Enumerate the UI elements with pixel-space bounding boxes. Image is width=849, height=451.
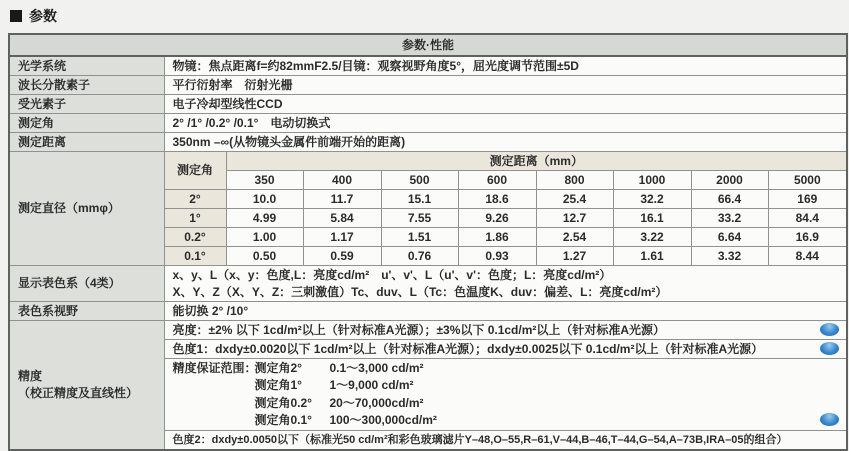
- diameter-value: 6.64: [691, 228, 768, 247]
- diameter-value: 1.61: [613, 247, 691, 266]
- diameter-value: 10.0: [226, 190, 303, 209]
- diameter-value: 33.2: [691, 209, 768, 228]
- diameter-header-row-1: [9, 152, 847, 171]
- blue-dot-icon: [820, 413, 839, 426]
- row-label: 表色系视野: [9, 302, 164, 321]
- diameter-value: 1.17: [303, 228, 381, 247]
- diameter-value: 7.55: [381, 209, 458, 228]
- diameter-value: 12.7: [536, 209, 613, 228]
- guarantee-range-value: 20～70,000cd/m²: [329, 395, 424, 410]
- diameter-value: 3.22: [613, 228, 691, 247]
- row-measuring-angle: [9, 114, 847, 133]
- row-measuring-distance: [9, 133, 847, 152]
- diameter-value: 25.4: [536, 190, 613, 209]
- guarantee-row: [255, 360, 437, 378]
- diameter-value: 169: [768, 190, 847, 209]
- chroma2-accuracy-value: 色度2：dxdy±0.0050以下（标准光50 cd/m²和彩色玻璃滤片Y–48,O–55,R–61,V–44,B–46,T–44,G–54,A–73B,IRA–05的组合）: [164, 431, 847, 451]
- distance-col-header: 500: [381, 171, 458, 190]
- row-field-of-view: [9, 302, 847, 321]
- angle-cell: 1°: [164, 209, 226, 228]
- diameter-value: 16.1: [613, 209, 691, 228]
- guarantee-range: [173, 360, 847, 430]
- row-accuracy-luminance: [9, 321, 847, 340]
- diameter-corner-header: 测定角: [164, 152, 226, 190]
- table-title: 参数·性能: [9, 34, 847, 56]
- distance-col-header: 800: [536, 171, 613, 190]
- row-color-system: [9, 266, 847, 302]
- diameter-value: 0.50: [226, 247, 303, 266]
- guarantee-angle: 测定角0.1°: [254, 413, 312, 427]
- diameter-value: 16.9: [768, 228, 847, 247]
- diameter-value: 66.4: [691, 190, 768, 209]
- table-title-row: [9, 34, 847, 56]
- diameter-label: 测定直径（mmφ）: [9, 152, 164, 266]
- guarantee-range-value: 100～300,000cd/m²: [329, 413, 437, 427]
- spec-table: [8, 33, 848, 451]
- row-light-receiving-element: [9, 95, 847, 114]
- diameter-value: 8.44: [768, 247, 847, 266]
- diameter-value: 0.59: [303, 247, 381, 266]
- accuracy-label-line-2: （校正精度及直线性）: [18, 386, 139, 400]
- chroma1-accuracy-value: [164, 340, 847, 359]
- distance-col-header: 1000: [613, 171, 691, 190]
- row-label: 显示表色系（4类）: [9, 266, 164, 302]
- guarantee-rows: [255, 360, 437, 430]
- row-value: [164, 266, 847, 302]
- distance-col-header: 600: [458, 171, 536, 190]
- guarantee-row: [255, 412, 437, 430]
- angle-cell: 0.2°: [164, 228, 226, 247]
- distance-col-header: 350: [226, 171, 303, 190]
- guarantee-angle: 测定角1°: [254, 378, 302, 392]
- row-optical-system: [9, 56, 847, 76]
- accuracy-label: [9, 321, 164, 451]
- diameter-value: 1.00: [226, 228, 303, 247]
- square-bullet-icon: [10, 10, 22, 22]
- luminance-accuracy-text: 亮度：±2% 以下 1cd/m²以上（针对标准A光源）；±3%以下 0.1cd/m²以上（针对标准A光源）: [172, 322, 666, 337]
- blue-dot-icon: [820, 342, 839, 355]
- row-label: 测定角: [9, 114, 164, 133]
- row-value: 平行衍射率 衍射光栅: [164, 76, 847, 95]
- row-dispersion-element: [9, 76, 847, 95]
- guarantee-range-value: 0.1～3,000 cd/m²: [329, 360, 424, 375]
- distance-col-header: 2000: [691, 171, 768, 190]
- chroma1-accuracy-text: 色度1：dxdy±0.0020以下 1cd/m²以上（针对标准A光源）；dxdy±0.0025以下 0.1cd/m²以上（针对标准A光源）: [172, 341, 764, 356]
- color-system-line-2: X、Y、Z（X、Y、Z：三刺激值）Tc、duv、L（Tc：色温度K、duv：偏差、L：亮度cd/m²）: [172, 284, 668, 299]
- row-value: 物镜：焦点距离f=约82mmF2.5/目镜：观察视野角度5°，屈光度调节范围±5D: [164, 56, 847, 76]
- diameter-value: 5.84: [303, 209, 381, 228]
- guarantee-label: 精度保证范围：: [172, 360, 257, 375]
- color-system-line-1: x、y、L（x、y：色度,L：亮度cd/m² u'、v'、L（u'、v'：色度；L：亮度cd/m²）: [172, 267, 612, 282]
- guarantee-row: [255, 395, 437, 413]
- luminance-accuracy-value: [164, 321, 847, 340]
- diameter-value: 9.26: [458, 209, 536, 228]
- diameter-value: 1.27: [536, 247, 613, 266]
- distance-col-header: 400: [303, 171, 381, 190]
- diameter-value: 15.1: [381, 190, 458, 209]
- row-value: 能切换 2° /10°: [164, 302, 847, 321]
- diameter-distance-header: 测定距离（mm）: [226, 152, 847, 171]
- diameter-value: 0.93: [458, 247, 536, 266]
- guarantee-range-value: 1～9,000 cd/m²: [329, 378, 414, 392]
- row-value: 350nm –∞(从物镜头金属件前端开始的距离): [164, 133, 847, 152]
- diameter-value: 4.99: [226, 209, 303, 228]
- angle-cell: 2°: [164, 190, 226, 209]
- row-label: 受光素子: [9, 95, 164, 114]
- guarantee-row: [255, 377, 437, 395]
- guarantee-angle: 测定角0.2°: [254, 395, 312, 410]
- diameter-value: 2.54: [536, 228, 613, 247]
- distance-col-header: 5000: [768, 171, 847, 190]
- diameter-value: 1.86: [458, 228, 536, 247]
- row-label: 波长分散素子: [9, 76, 164, 95]
- angle-cell: 0.1°: [164, 247, 226, 266]
- blue-dot-icon: [820, 323, 839, 336]
- diameter-value: 11.7: [303, 190, 381, 209]
- section-heading: [10, 6, 57, 26]
- guarantee-angle: 测定角2°: [254, 360, 302, 375]
- diameter-value: 32.2: [613, 190, 691, 209]
- row-label: 测定距离: [9, 133, 164, 152]
- section-heading-label: 参数: [29, 8, 57, 24]
- diameter-value: 1.51: [381, 228, 458, 247]
- diameter-value: 0.76: [381, 247, 458, 266]
- guarantee-range-cell: [164, 359, 847, 431]
- row-label: 光学系统: [9, 56, 164, 76]
- row-value: 电子冷却型线性CCD: [164, 95, 847, 114]
- accuracy-label-line-1: 精度: [18, 369, 43, 383]
- diameter-value: 18.6: [458, 190, 536, 209]
- diameter-value: 84.4: [768, 209, 847, 228]
- row-value: 2° /1° /0.2° /0.1° 电动切换式: [164, 114, 847, 133]
- diameter-value: 3.32: [691, 247, 768, 266]
